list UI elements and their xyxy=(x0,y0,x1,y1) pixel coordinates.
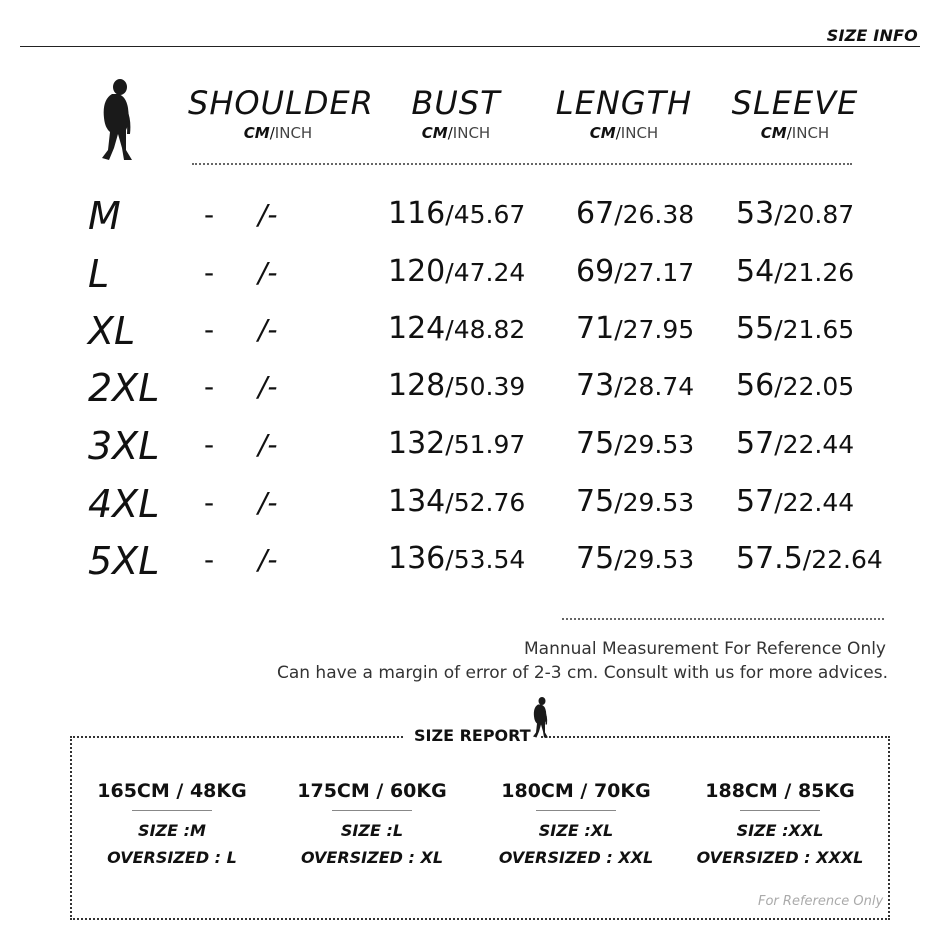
body-measurement: 188CM / 85KG xyxy=(705,780,855,802)
sleeve-cell xyxy=(736,426,854,461)
length-cell xyxy=(576,311,694,346)
unit-inch: INCH xyxy=(452,124,491,142)
shoulder-cm: - xyxy=(204,486,215,519)
sleeve-cm: 57 xyxy=(736,484,775,519)
length-cell xyxy=(576,484,694,519)
length-cell xyxy=(576,254,694,289)
ape-silhouette-icon xyxy=(92,78,140,164)
column-unit xyxy=(396,124,516,142)
size-label: 5XL xyxy=(88,539,160,583)
bust-inch: /52.76 xyxy=(445,488,526,517)
entry-divider xyxy=(536,810,616,811)
length-cm: 69 xyxy=(576,254,615,289)
sleeve-cm: 55 xyxy=(736,311,775,346)
bust-cell xyxy=(388,196,525,231)
body-measurement: 165CM / 48KG xyxy=(97,780,247,802)
oversized-size: OVERSIZED : L xyxy=(107,848,237,867)
recommended-size: SIZE :L xyxy=(340,821,404,840)
shoulder-inch: /- xyxy=(258,370,278,403)
size-label: 3XL xyxy=(88,424,160,468)
length-cell xyxy=(576,541,694,576)
bust-cell xyxy=(388,426,525,461)
sleeve-cell xyxy=(736,311,854,346)
oversized-size: OVERSIZED : XL xyxy=(300,848,444,867)
bust-inch: /48.82 xyxy=(445,315,526,344)
shoulder-inch: /- xyxy=(258,198,278,231)
unit-cm: CM xyxy=(589,124,616,142)
reference-only-note: For Reference Only xyxy=(758,894,884,909)
length-cm: 75 xyxy=(576,426,615,461)
column-header-shoulder xyxy=(188,84,374,142)
shoulder-cm: - xyxy=(204,543,215,576)
column-name: LENGTH xyxy=(555,84,693,122)
column-name: SLEEVE xyxy=(731,84,859,122)
size-report-entry xyxy=(272,780,472,867)
bust-inch: /47.24 xyxy=(445,258,526,287)
sleeve-cm: 54 xyxy=(736,254,775,289)
header-dotted-divider xyxy=(192,163,852,165)
recommended-size: SIZE :M xyxy=(138,821,206,840)
sleeve-inch: /21.26 xyxy=(774,258,855,287)
bust-cm: 134 xyxy=(388,484,446,519)
margin-note: Can have a margin of error of 2-3 cm. Consult with us for more advices. xyxy=(276,663,888,683)
entry-divider xyxy=(332,810,412,811)
bust-cell xyxy=(388,254,525,289)
table-row xyxy=(0,194,950,244)
recommended-size: SIZE :XL xyxy=(538,821,614,840)
length-inch: /27.17 xyxy=(614,258,695,287)
bust-cm: 136 xyxy=(388,541,446,576)
oversized-size: OVERSIZED : XXXL xyxy=(696,848,864,867)
shoulder-inch: /- xyxy=(258,313,278,346)
size-report-title: SIZE REPORT xyxy=(404,726,541,745)
entry-divider xyxy=(740,810,820,811)
column-unit xyxy=(552,124,696,142)
length-cm: 67 xyxy=(576,196,615,231)
bust-cell xyxy=(388,541,525,576)
sleeve-cell xyxy=(736,196,854,231)
column-header-length xyxy=(552,84,696,142)
size-label: M xyxy=(88,194,121,238)
sleeve-inch: /22.05 xyxy=(774,372,855,401)
shoulder-inch: /- xyxy=(258,543,278,576)
length-inch: /29.53 xyxy=(614,488,695,517)
size-report-entry xyxy=(476,780,676,867)
shoulder-cm: - xyxy=(204,313,215,346)
oversized-size: OVERSIZED : XXL xyxy=(498,848,654,867)
table-row xyxy=(0,539,950,589)
table-row xyxy=(0,309,950,359)
size-label: 4XL xyxy=(88,482,160,526)
notes-dotted-divider xyxy=(562,618,884,620)
sleeve-inch: /22.64 xyxy=(802,545,883,574)
unit-inch: INCH xyxy=(274,124,313,142)
measurement-note: Mannual Measurement For Reference Only xyxy=(524,639,886,659)
length-cell xyxy=(576,368,694,403)
sleeve-inch: /22.44 xyxy=(774,430,855,459)
length-inch: /28.74 xyxy=(614,372,695,401)
column-header-sleeve xyxy=(730,84,860,142)
length-inch: /29.53 xyxy=(614,430,695,459)
unit-cm: CM xyxy=(243,124,270,142)
bust-inch: /51.97 xyxy=(445,430,526,459)
bust-cm: 120 xyxy=(388,254,446,289)
size-report-entry xyxy=(72,780,272,867)
size-report-entry xyxy=(680,780,880,867)
length-cm: 73 xyxy=(576,368,615,403)
unit-separator: / xyxy=(615,124,621,142)
recommended-size: SIZE :XXL xyxy=(736,821,824,840)
sleeve-cm: 53 xyxy=(736,196,775,231)
ape-silhouette-icon xyxy=(528,692,552,744)
unit-inch: INCH xyxy=(620,124,659,142)
table-row xyxy=(0,482,950,532)
sleeve-cell xyxy=(736,484,854,519)
sleeve-cm: 57.5 xyxy=(736,541,803,576)
length-inch: /27.95 xyxy=(614,315,695,344)
unit-inch: INCH xyxy=(791,124,830,142)
column-header-bust xyxy=(396,84,516,142)
column-name: SHOULDER xyxy=(188,84,374,122)
sleeve-cm: 56 xyxy=(736,368,775,403)
unit-cm: CM xyxy=(760,124,787,142)
sleeve-inch: /21.65 xyxy=(774,315,855,344)
unit-separator: / xyxy=(447,124,453,142)
shoulder-inch: /- xyxy=(258,486,278,519)
shoulder-cm: - xyxy=(204,256,215,289)
sleeve-cell xyxy=(736,368,854,403)
unit-separator: / xyxy=(786,124,792,142)
shoulder-cm: - xyxy=(204,198,215,231)
table-row xyxy=(0,366,950,416)
sleeve-cm: 57 xyxy=(736,426,775,461)
length-cm: 75 xyxy=(576,541,615,576)
page-title: SIZE INFO xyxy=(826,26,918,45)
body-measurement: 180CM / 70KG xyxy=(501,780,651,802)
unit-separator: / xyxy=(269,124,275,142)
sleeve-cell xyxy=(736,254,854,289)
bust-inch: /50.39 xyxy=(445,372,526,401)
column-name: BUST xyxy=(411,84,501,122)
bust-inch: /45.67 xyxy=(445,200,526,229)
header-divider xyxy=(20,46,920,47)
bust-cell xyxy=(388,368,525,403)
bust-cm: 128 xyxy=(388,368,446,403)
bust-cm: 124 xyxy=(388,311,446,346)
table-row xyxy=(0,252,950,302)
length-cell xyxy=(576,196,694,231)
sleeve-inch: /22.44 xyxy=(774,488,855,517)
shoulder-cm: - xyxy=(204,370,215,403)
length-inch: /26.38 xyxy=(614,200,695,229)
body-measurement: 175CM / 60KG xyxy=(297,780,447,802)
length-cm: 71 xyxy=(576,311,615,346)
column-unit xyxy=(730,124,860,142)
size-label: 2XL xyxy=(88,366,160,410)
unit-cm: CM xyxy=(421,124,448,142)
sleeve-inch: /20.87 xyxy=(774,200,855,229)
length-cm: 75 xyxy=(576,484,615,519)
bust-cell xyxy=(388,311,525,346)
entry-divider xyxy=(132,810,212,811)
size-label: XL xyxy=(88,309,136,353)
bust-cell xyxy=(388,484,525,519)
bust-cm: 116 xyxy=(388,196,446,231)
shoulder-inch: /- xyxy=(258,428,278,461)
shoulder-inch: /- xyxy=(258,256,278,289)
length-inch: /29.53 xyxy=(614,545,695,574)
sleeve-cell xyxy=(736,541,883,576)
table-row xyxy=(0,424,950,474)
column-unit xyxy=(188,124,368,142)
size-label: L xyxy=(88,252,110,296)
bust-cm: 132 xyxy=(388,426,446,461)
length-cell xyxy=(576,426,694,461)
shoulder-cm: - xyxy=(204,428,215,461)
bust-inch: /53.54 xyxy=(445,545,526,574)
